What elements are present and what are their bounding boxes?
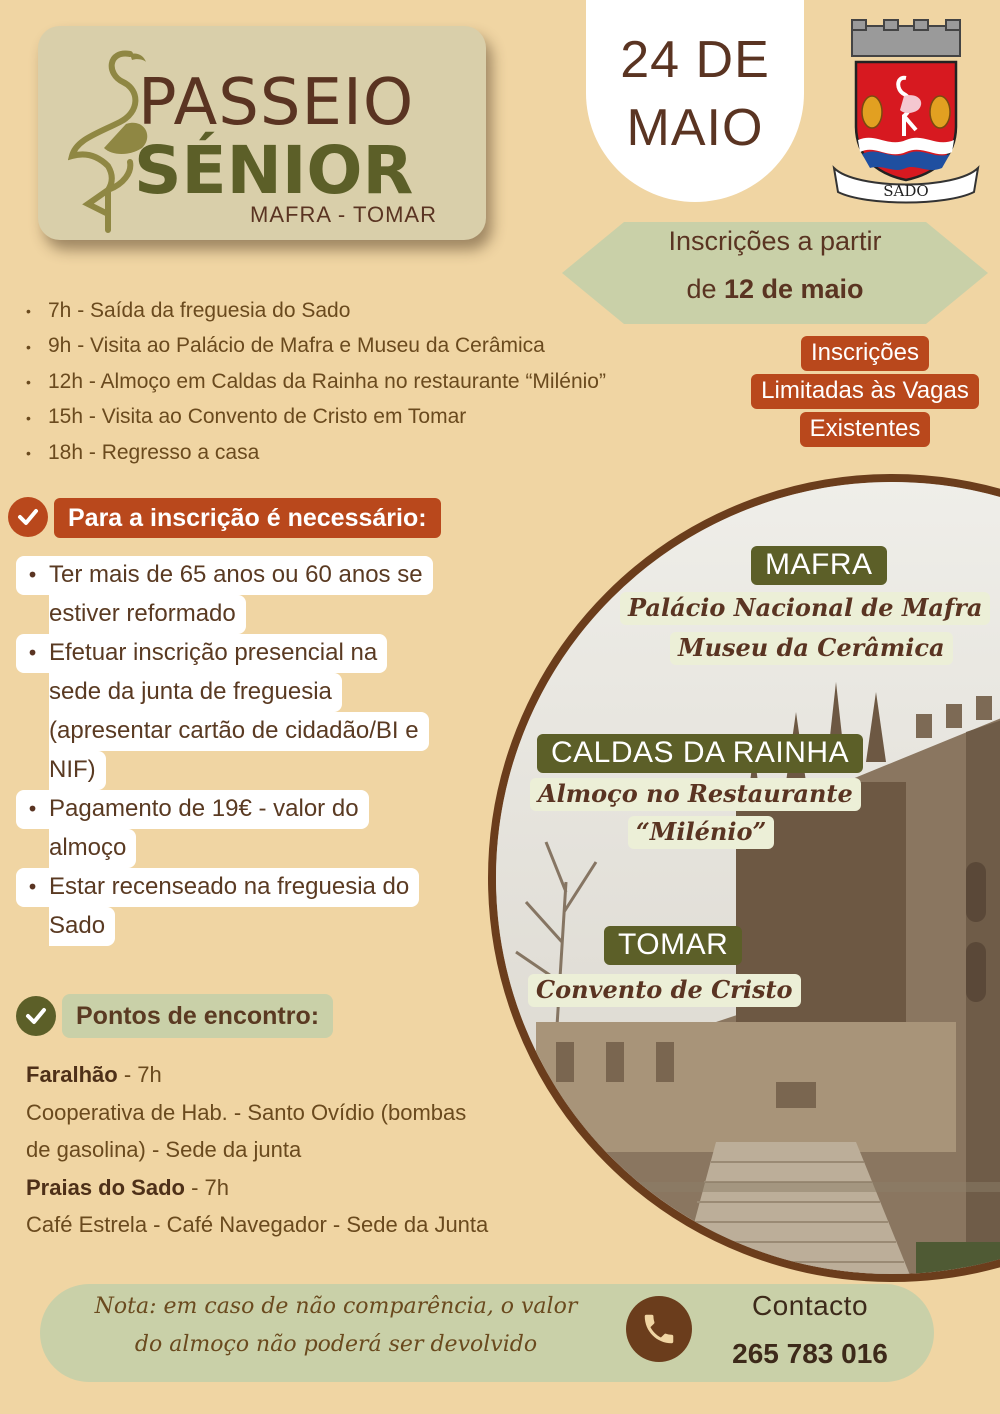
schedule-item: • 7h - Saída da freguesia do Sado (26, 299, 351, 322)
place-desc-tomar: Convento de Cristo (528, 974, 801, 1007)
place-desc-mafra: Palácio Nacional de Mafra (620, 592, 990, 625)
requirement-line: NIF) (49, 751, 106, 790)
place-tag-mafra: MAFRA (751, 546, 887, 585)
requirement-line: Pagamento de 19€ - valor do (49, 790, 369, 829)
check-icon (8, 497, 48, 537)
schedule-item-text: 12h - Almoço em Caldas da Rainha no restaurante “Milénio” (48, 369, 606, 393)
place-desc-mafra: Museu da Cerâmica (670, 632, 953, 665)
limited-spots-notice (740, 336, 990, 450)
coat-of-arms-icon (826, 18, 986, 206)
place-tag-tomar: TOMAR (604, 926, 742, 965)
schedule-item: • 15h - Visita ao Convento de Cristo em Tomar (26, 405, 467, 429)
check-icon (16, 996, 56, 1036)
contact-phone[interactable]: 265 783 016 (732, 1338, 888, 1369)
title-passeio: PASSEIO (138, 66, 415, 140)
requirement-line: Estar recenseado na freguesia do (49, 868, 419, 907)
place-desc-caldas: “Milénio” (628, 816, 774, 849)
requirements-list (16, 556, 486, 946)
meeting-place (26, 1056, 566, 1094)
limited-line-2: Limitadas às Vagas (751, 374, 979, 409)
bullet: • (16, 556, 49, 595)
coat-of-arms-label: SADO (883, 182, 929, 200)
limited-line-3: Existentes (800, 412, 931, 447)
footer-note: Nota: em caso de não comparência, o valor (94, 1294, 578, 1319)
requirements-heading: Para a inscrição é necessário: (54, 498, 441, 538)
title-route: MAFRA - TOMAR (250, 202, 437, 227)
meeting-place-time: - 7h (184, 1174, 229, 1200)
requirement-line: Efetuar inscrição presencial na (49, 634, 387, 673)
registration-prefix: de (686, 274, 724, 304)
meeting-place-time: - 7h (117, 1062, 162, 1087)
place-tag-caldas: CALDAS DA RAINHA (537, 734, 863, 773)
requirement-line: estiver reformado (49, 595, 246, 634)
bullet: • (16, 634, 49, 673)
schedule-item: • 9h - Visita ao Palácio de Mafra e Museu da Cerâmica (26, 334, 545, 358)
requirement-line: almoço (49, 829, 136, 868)
requirement-item (16, 868, 486, 946)
title-senior: SÉNIOR (134, 132, 414, 209)
schedule-item: • 12h - Almoço em Caldas da Rainha no restaurante “Milénio” (26, 369, 606, 393)
schedule-item-text: 15h - Visita ao Convento de Cristo em Tomar (48, 405, 467, 429)
footer-note: do almoço não poderá ser devolvido (134, 1332, 538, 1357)
phone-icon (626, 1296, 692, 1362)
meeting-stops: Café Estrela - Café Navegador - Sede da Junta (26, 1212, 489, 1237)
date-day: 24 DE (620, 31, 770, 89)
requirement-item (16, 556, 486, 634)
requirement-item (16, 790, 486, 868)
bullet: • (16, 868, 49, 907)
meeting-place-name: Faralhão (26, 1062, 118, 1087)
meeting-place-name: Praias do Sado (26, 1174, 185, 1200)
place-desc-caldas: Almoço no Restaurante (530, 778, 861, 811)
meeting-points-heading: Pontos de encontro: (62, 994, 333, 1038)
schedule-item-text: 18h - Regresso a casa (48, 440, 260, 464)
requirement-line: sede da junta de freguesia (49, 673, 342, 712)
schedule-list (26, 296, 726, 473)
schedule-item-text: 7h - Saída da freguesia do Sado (48, 299, 351, 322)
meeting-points (26, 1056, 566, 1244)
requirement-line: Sado (49, 907, 115, 946)
requirement-line: (apresentar cartão de cidadão/BI e (49, 712, 429, 751)
bullet: • (16, 790, 49, 829)
requirement-item (16, 634, 486, 790)
title-card (38, 26, 486, 240)
meeting-stops: Cooperativa de Hab. - Santo Ovídio (bombas (26, 1099, 467, 1125)
meeting-stops: de gasolina) - Sede da junta (26, 1137, 302, 1162)
schedule-item: • 18h - Regresso a casa (26, 440, 260, 464)
date-badge (586, 0, 804, 202)
registration-line1: Inscrições a partir (668, 226, 882, 256)
date-month: MAIO (626, 99, 764, 157)
contact-title: Contacto (751, 1290, 869, 1321)
requirement-line: Ter mais de 65 anos ou 60 anos se (49, 556, 433, 595)
limited-line-1: Inscrições (801, 336, 929, 371)
schedule-item-text: 9h - Visita ao Palácio de Mafra e Museu da Cerâmica (48, 334, 545, 358)
registration-date: 12 de maio (723, 274, 864, 304)
meeting-place (26, 1169, 566, 1207)
